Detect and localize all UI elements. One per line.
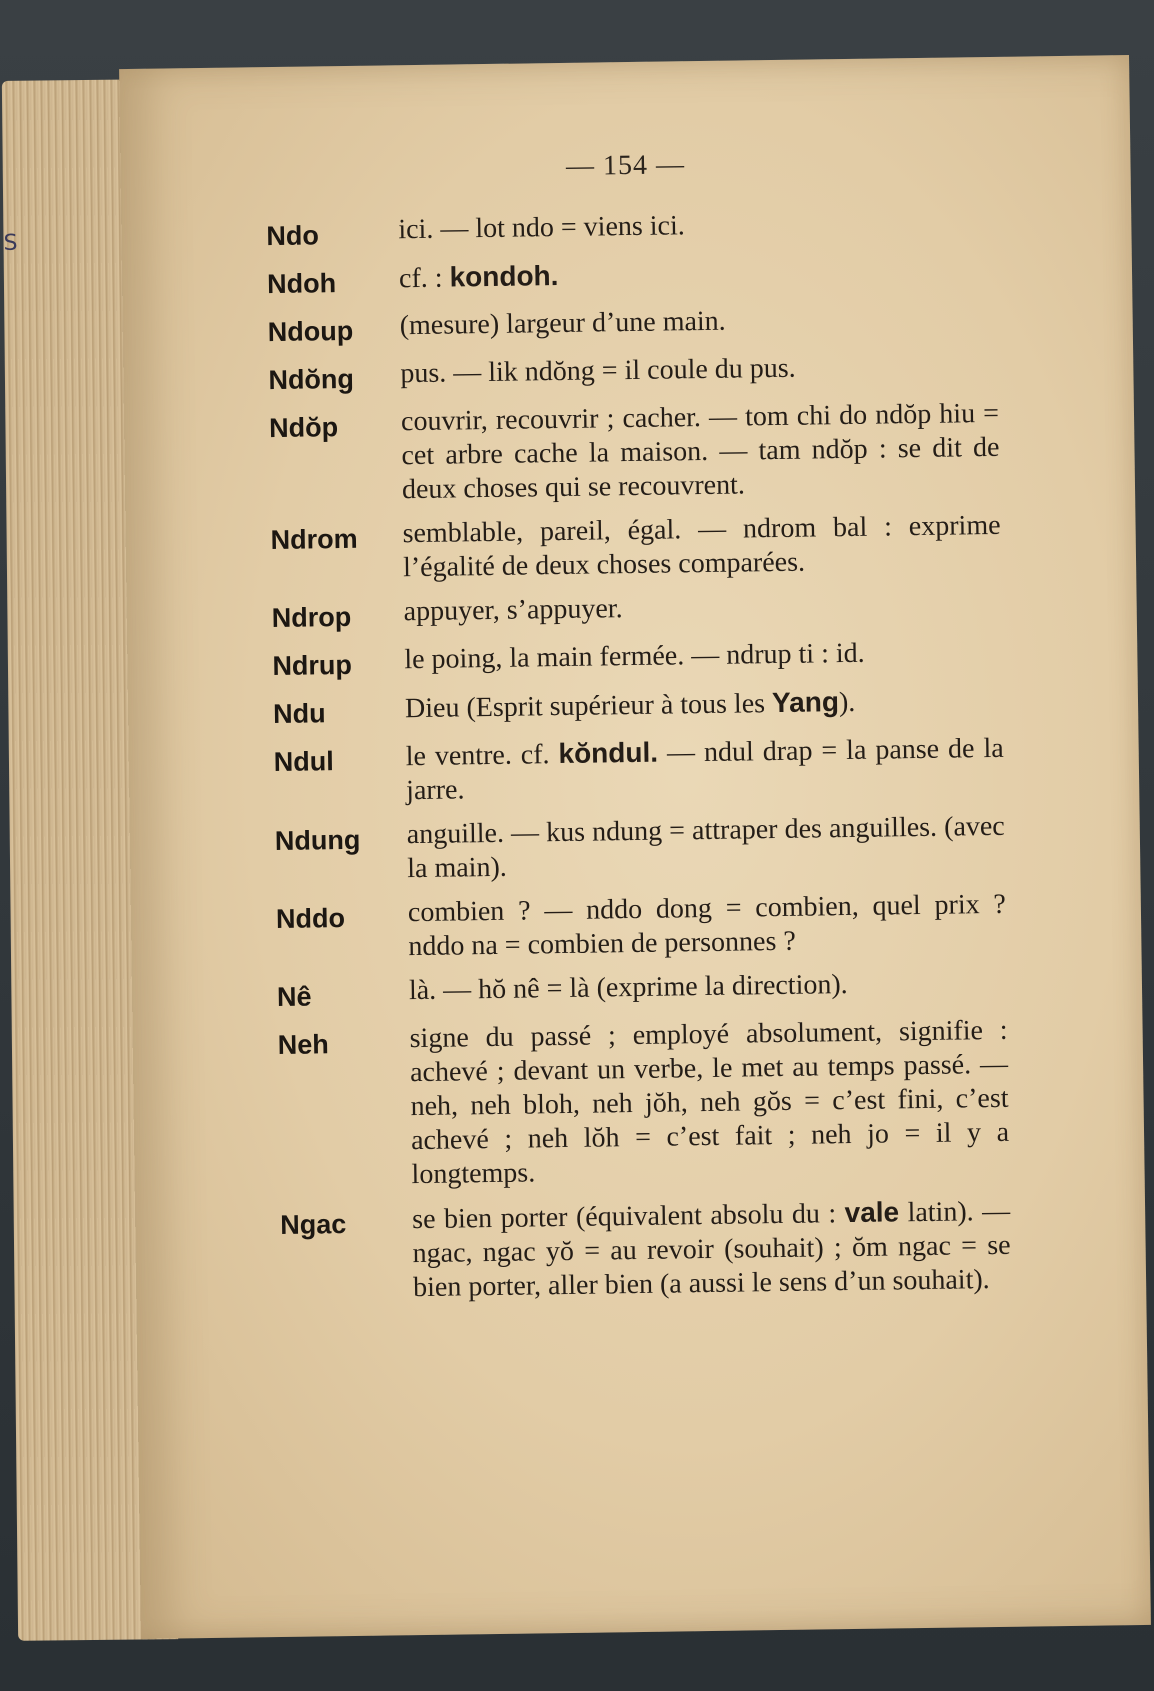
definition-text: se bien porter (équivalent absolu du : [411, 1198, 845, 1236]
dictionary-entries [266, 205, 1011, 1317]
definition-text: — ndul drap = la panse de la jarre. [405, 732, 1004, 807]
entry-headword: Ndoup [267, 315, 354, 348]
entry-definition [405, 683, 1003, 726]
entry-headword: Ndrop [271, 601, 352, 634]
dictionary-entry [277, 966, 1007, 1014]
entry-headword: Ndrom [270, 523, 358, 556]
entry-definition [400, 349, 998, 391]
entry-headword: Ndŏng [268, 363, 355, 396]
entry-definition [409, 1014, 1009, 1192]
definition-text: couvrir, recouvrir ; cacher. — tom chi do ndŏp hiu = cet arbre cache la maison. — tam ndŏp : se dit de deux choses qui se recouvrent. [400, 397, 1000, 506]
entry-definition [412, 1194, 1011, 1305]
entry-definition [399, 253, 997, 296]
entry-definition [409, 966, 1007, 1008]
definition-text: cf. : [398, 262, 450, 295]
entry-definition [402, 509, 1001, 585]
definition-bold-term: Yang [771, 686, 840, 719]
definition-text: appuyer, s’appuyer. [403, 593, 623, 628]
definition-text: pus. — lik ndŏng = il coule du pus. [400, 352, 796, 390]
entry-definition [401, 397, 1000, 507]
entry-definition [399, 301, 997, 343]
dictionary-entry [268, 349, 998, 397]
dictionary-entry [271, 587, 1001, 635]
dictionary-entry [273, 731, 1004, 810]
dictionary-entry [267, 253, 997, 301]
entry-headword: Ndŏp [268, 412, 339, 444]
dictionary-entry [270, 509, 1001, 587]
definition-bold-term: kondoh. [449, 260, 559, 293]
definition-text: le poing, la main fermée. — ndrup ti : id. [404, 637, 865, 676]
entry-headword: Ndu [272, 698, 326, 730]
definition-text: combien ? — nddo dong = combien, quel prix ? nddo na = combien de personnes ? [407, 888, 1007, 963]
entry-headword: Ndul [273, 746, 334, 778]
definition-text: semblable, pareil, égal. — ndrom bal : exprime l’égalité de deux choses comparées. [402, 509, 1001, 584]
dictionary-entry [277, 1014, 1009, 1194]
entry-definition [405, 731, 1004, 808]
entry-definition [398, 205, 996, 247]
entry-definition [408, 888, 1007, 964]
edge-handwriting: S [3, 230, 18, 256]
definition-text: latin). — ngac, ngac yŏ = au revoir (souhait) ; ŏm ngac = se bien porter, aller bien (a aussi le sens d’un souhait). [412, 1195, 1011, 1304]
entry-headword: Neh [277, 1029, 329, 1061]
entry-headword: Ndung [274, 824, 361, 857]
dictionary-entry [280, 1194, 1011, 1307]
entry-definition [407, 810, 1006, 886]
page-number: — 154 — [565, 149, 686, 182]
definition-bold-term: kŏndul. [558, 736, 659, 770]
dictionary-entry [275, 810, 1006, 888]
dictionary-entry [266, 205, 996, 253]
entry-headword: Nê [276, 981, 312, 1013]
definition-text: ). [838, 686, 856, 719]
entry-headword: Nddo [275, 903, 346, 935]
dictionary-entry [272, 635, 1002, 683]
book-page [119, 55, 1151, 1639]
entry-definition [404, 635, 1002, 677]
entry-headword: Ndo [266, 220, 320, 252]
dictionary-entry [269, 397, 1000, 509]
definition-text: ici. — lot ndo = viens ici. [398, 210, 685, 246]
entry-headword: Ngac [280, 1209, 347, 1240]
dictionary-entry [276, 888, 1007, 966]
definition-text: le ventre. cf. [405, 739, 559, 773]
dictionary-entry [267, 301, 997, 349]
definition-bold-term: vale [844, 1196, 900, 1229]
dictionary-entry [273, 683, 1003, 731]
entry-definition [403, 587, 1001, 629]
definition-text: Dieu (Esprit supérieur à tous les [404, 688, 773, 725]
entry-headword: Ndoh [266, 268, 337, 300]
definition-text: là. — hŏ nê = là (exprime la direction). [408, 969, 848, 1007]
entry-headword: Ndrup [272, 649, 353, 682]
definition-text: (mesure) largeur d’une main. [399, 305, 726, 342]
definition-text: anguille. — kus ndung = attraper des anguilles. (avec la main). [406, 810, 1005, 885]
definition-text: signe du passé ; employé absolument, signifie : achevé ; devant un verbe, le met au temps passé. — neh, neh bloh, neh jŏh, neh gŏs = c’est fini, c’est achevé ; neh lŏh = c’est fait ; neh jo = il y a longtemps. [409, 1014, 1010, 1191]
